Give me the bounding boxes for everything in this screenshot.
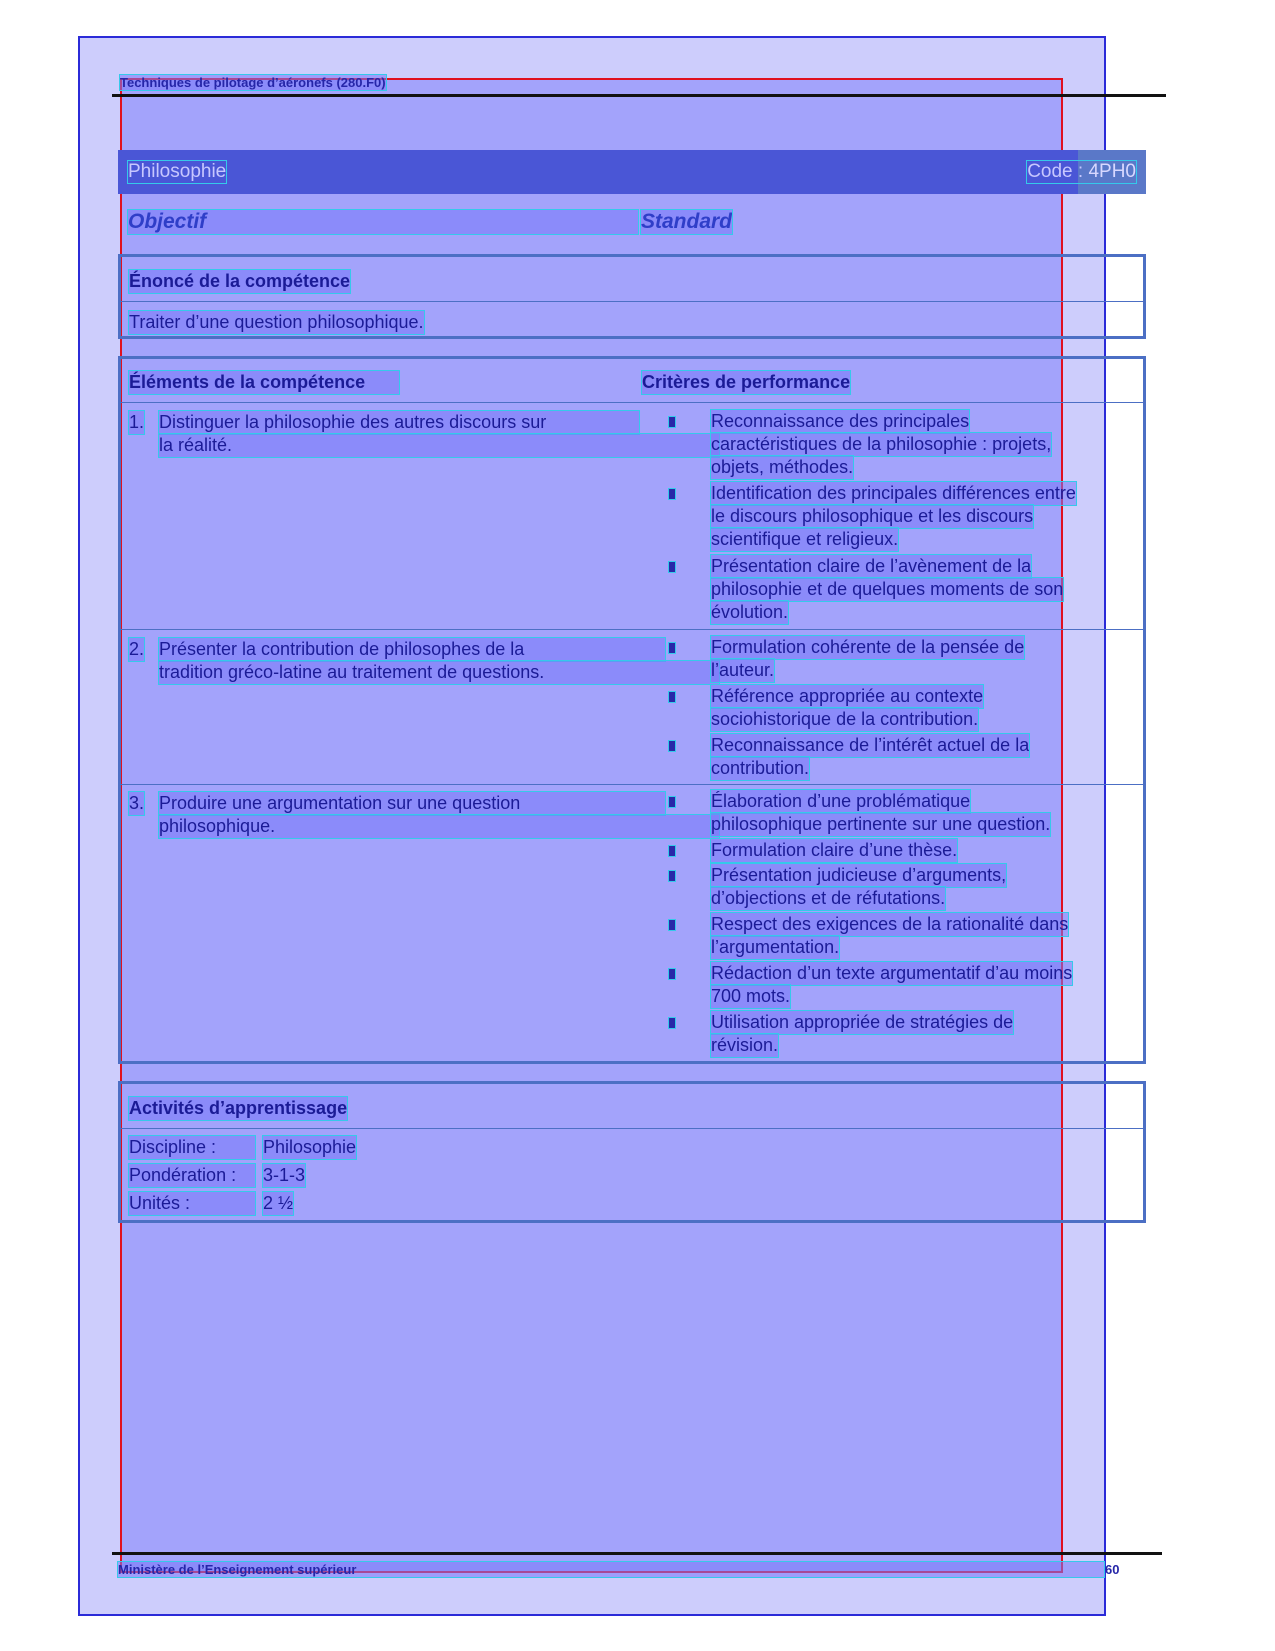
competence-box [118, 254, 1146, 339]
criterion-line: Reconnaissance de l’intérêt actuel de la [711, 735, 1030, 755]
page-number: 60 [1105, 1562, 1120, 1577]
bullet-icon [669, 920, 675, 930]
criterion-line: Élaboration d’une problématique [711, 791, 971, 811]
element-text-line: philosophique. [159, 815, 719, 838]
units-value: 2 ½ [263, 1193, 294, 1213]
discipline-value: Philosophie [263, 1137, 357, 1157]
criterion-line: d’objections et de réfutations. [711, 888, 946, 908]
criterion-line: caractéristiques de la philosophie : projets, [711, 434, 1052, 454]
bullet-icon [669, 1018, 675, 1028]
criterion-line: sociohistorique de la contribution. [711, 709, 979, 729]
bullet-icon [669, 741, 675, 751]
header-rule [112, 94, 1166, 97]
element-number: 3. [129, 793, 145, 813]
criterion-line: évolution. [711, 602, 789, 622]
criterion-line: Identification des principales différences entre [711, 483, 1076, 503]
element-text-line: Distinguer la philosophie des autres discours sur [159, 411, 639, 434]
element-number: 2. [129, 639, 145, 659]
element-text-line: la réalité. [159, 434, 719, 457]
weighting-label: Pondération : [129, 1164, 255, 1187]
activities-divider [121, 1128, 1143, 1129]
program-header: Techniques de pilotage d’aéronefs (280.F0) [120, 75, 386, 90]
bullet-icon [669, 643, 675, 653]
element-text-line: tradition gréco-latine au traitement de questions. [159, 661, 719, 684]
bullet-icon [669, 797, 675, 807]
competence-divider [121, 301, 1143, 302]
criteria-column-header: Critères de performance [642, 372, 851, 392]
criterion-line: Reconnaissance des principales [711, 411, 970, 431]
criterion-line: 700 mots. [711, 986, 791, 1006]
elements-column-header: Éléments de la compétence [129, 371, 399, 394]
criterion-line: révision. [711, 1035, 779, 1055]
criterion-line: l’auteur. [711, 660, 775, 680]
course-code-label: Code : [1027, 161, 1084, 182]
activities-heading: Activités d’apprentissage [129, 1098, 348, 1118]
criterion-line: contribution. [711, 758, 810, 778]
table-row-divider [121, 784, 1143, 785]
criterion-line: Référence appropriée au contexte [711, 686, 984, 706]
criterion-line: le discours philosophique et les discours [711, 506, 1034, 526]
learning-activities-box [118, 1081, 1146, 1223]
course-discipline-title: Philosophie [128, 161, 227, 182]
ministry-footer: Ministère de l’Enseignement supérieur [118, 1562, 1104, 1577]
objective-heading: Objectif [128, 210, 638, 234]
course-code [1027, 161, 1136, 183]
standard-heading: Standard [641, 210, 733, 233]
competence-statement: Traiter d’une question philosophique. [129, 312, 424, 332]
table-row-divider [121, 629, 1143, 630]
competence-heading: Énoncé de la compétence [129, 271, 351, 291]
bullet-icon [669, 489, 675, 499]
criterion-line: Formulation cohérente de la pensée de [711, 637, 1025, 657]
element-number: 1. [129, 412, 145, 432]
units-label: Unités : [129, 1192, 255, 1215]
course-title-bar [118, 150, 1146, 194]
elements-criteria-table [118, 356, 1146, 1064]
element-text-line: Présenter la contribution de philosophes de la [159, 638, 665, 661]
criterion-line: philosophie et de quelques moments de son [711, 579, 1064, 599]
discipline-label: Discipline : [129, 1136, 255, 1159]
criterion-line: Formulation claire d’une thèse. [711, 840, 958, 860]
bullet-icon [669, 969, 675, 979]
bullet-icon [669, 846, 675, 856]
element-text-line: Produire une argumentation sur une question [159, 792, 665, 815]
criterion-line: philosophique pertinente sur une question. [711, 814, 1051, 834]
bullet-icon [669, 562, 675, 572]
table-header-divider [121, 402, 1143, 403]
criterion-line: Présentation judicieuse d’arguments, [711, 865, 1007, 885]
bullet-icon [669, 692, 675, 702]
bullet-icon [669, 871, 675, 881]
criterion-line: objets, méthodes. [711, 457, 854, 477]
criterion-line: Présentation claire de l’avènement de la [711, 556, 1032, 576]
criterion-line: Rédaction d’un texte argumentatif d’au moins [711, 963, 1073, 983]
criterion-line: Respect des exigences de la rationalité dans [711, 914, 1069, 934]
weighting-value: 3-1-3 [263, 1165, 306, 1185]
criterion-line: l’argumentation. [711, 937, 840, 957]
criterion-line: Utilisation appropriée de stratégies de [711, 1012, 1014, 1032]
course-code-value: 4PH0 [1088, 161, 1136, 182]
bullet-icon [669, 417, 675, 427]
footer-rule [112, 1552, 1162, 1555]
criterion-line: scientifique et religieux. [711, 529, 899, 549]
